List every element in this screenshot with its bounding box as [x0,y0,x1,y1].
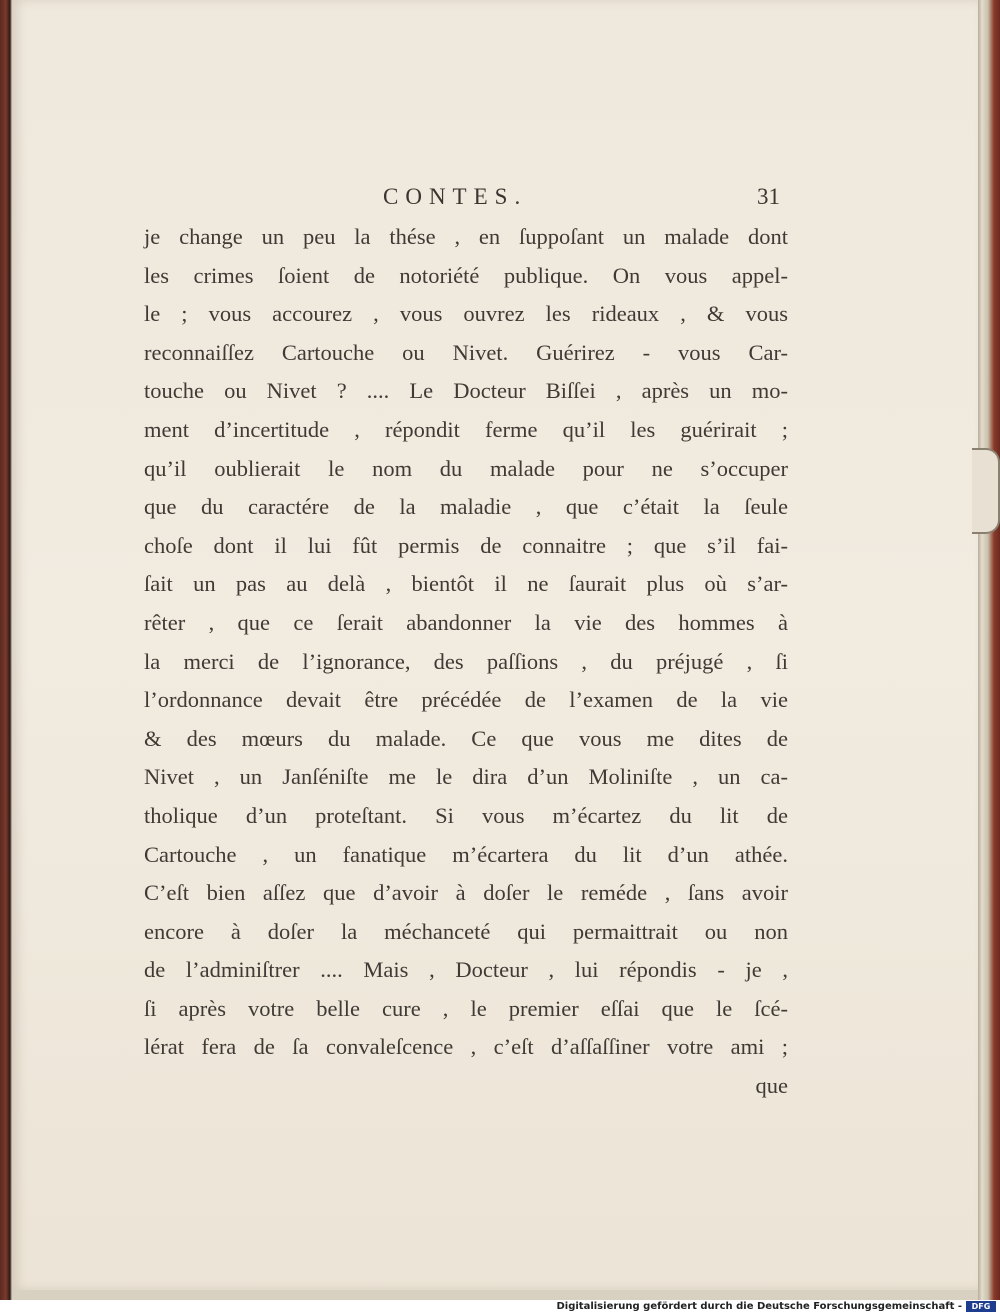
text-line: ſait un pas au delà , bientôt il ne ſaurait plus où s’ar- [144,571,788,597]
text-line: & des mœurs du malade. Ce que vous me dites de [144,725,788,751]
text-line: l’ordonnance devait être précédée de l’examen de la vie [144,687,788,713]
text-line: le ; vous accourez , vous ouvrez les rideaux , & vous [144,301,788,327]
running-head [0,184,1000,218]
text-line: touche ou Nivet ? .... Le Docteur Biſſei , après un mo- [144,378,788,404]
page-number: 31 [757,184,780,209]
text-line: que du caractére de la maladie , que c’était la ſeule [144,494,788,520]
text-line: lérat fera de ſa convaleſcence , c’eſt d’aſſaſſiner votre ami ; [144,1034,788,1060]
text-line: choſe dont il lui fût permis de connaitre ; que s’il fai- [144,532,788,558]
text-line: reconnaiſſez Cartouche ou Nivet. Guérirez - vous Car- [144,339,788,365]
text-line: je change un peu la thése , en ſuppoſant un malade dont [144,224,788,249]
text-line: encore à doſer la méchanceté qui permaittrait ou non [144,918,788,944]
text-line: tholique d’un proteſtant. Si vous m’écartez du lit de [144,802,788,828]
text-line: la merci de l’ignorance, des paſſions , du préjugé , ſi [144,648,788,674]
funding-credit: Digitalisierung gefördert durch die Deutsche Forschungsgemeinschaft - [556,1301,962,1312]
text-line: qu’il oublierait le nom du malade pour ne s’occuper [144,455,788,481]
text-line: Cartouche , un fanatique m’écartera du lit d’un athée. [144,841,788,867]
text-line: les crimes ſoient de notoriété publique. On vous appel- [144,262,788,288]
catchword: que [755,1073,788,1099]
body-text [144,218,788,1106]
text-line: ſi après votre belle cure , le premier eſſai que le ſcé- [144,995,788,1021]
running-title: CONTES. [383,184,528,209]
text-line: rêter , que ce ſerait abandonner la vie des hommes à [144,609,788,635]
text-line: Nivet , un Janſéniſte me le dira d’un Moliniſte , un ca- [144,764,788,790]
digitization-footer [0,1300,1000,1313]
text-line: C’eſt bien aſſez que d’avoir à doſer le reméde , ſans avoir [144,880,788,906]
text-line: ment d’incertitude , répondit ferme qu’il les guérirait ; [144,416,788,442]
text-line: de l’adminiſtrer .... Mais , Docteur , lui répondis - je , [144,957,788,983]
dfg-logo-icon: DFG [966,1301,996,1312]
page-tab [972,448,1000,534]
